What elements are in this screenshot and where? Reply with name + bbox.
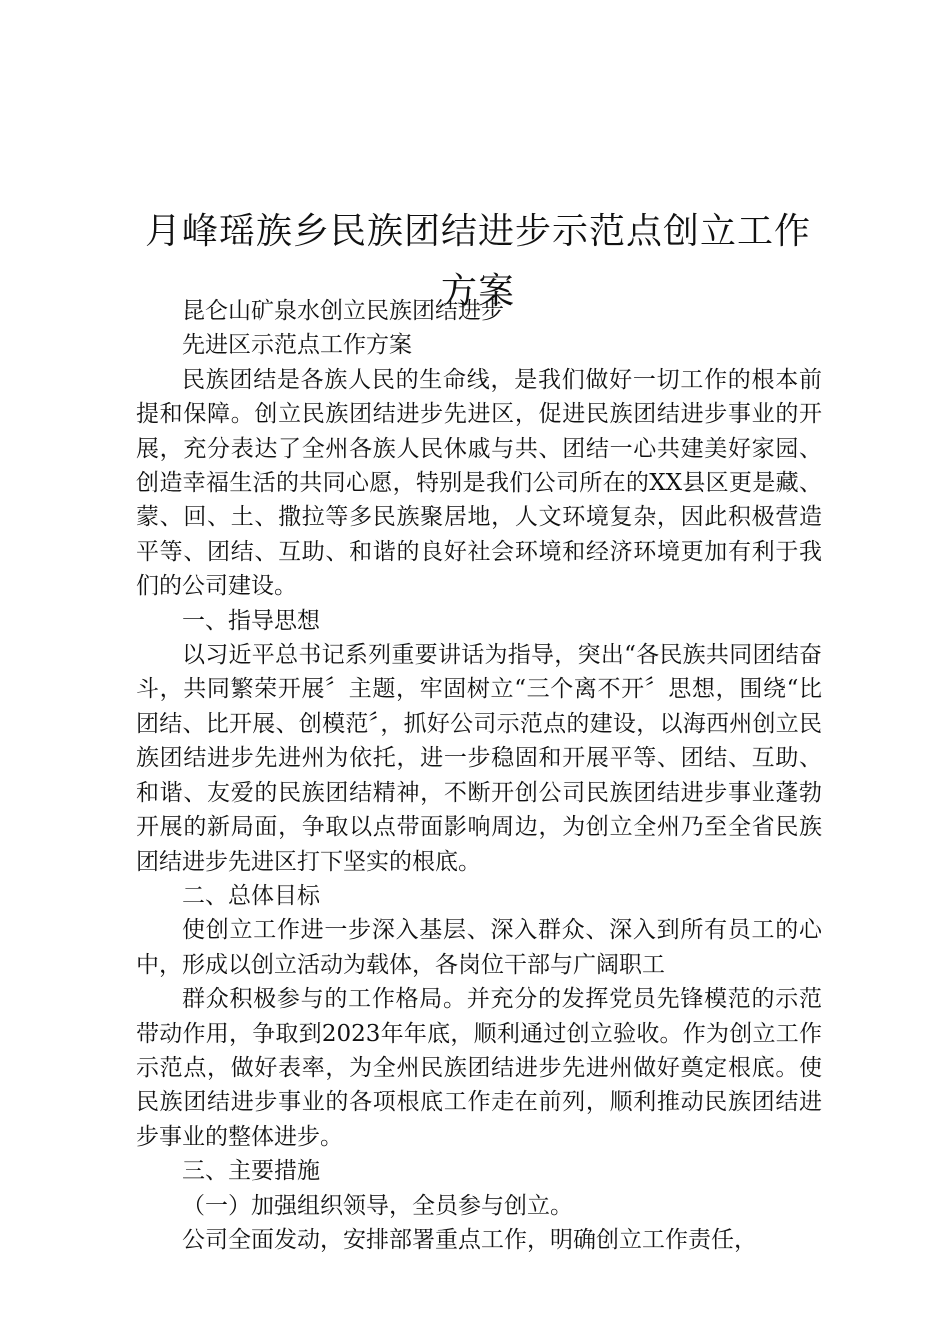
document-title: 月峰瑶族乡民族团结进步示范点创立工作方案 (144, 211, 811, 313)
section-heading: 二、总体目标 (182, 882, 320, 909)
paragraph: 群众积极参与的工作格局。并充分的发挥党员先锋模范的示范带动作用，争取到2023年年底，顺利通过创立验收。作为创立工作示范点，做好表率，为全州民族团结进步先进州做好奠定根底。使民族团结进步事业的各项根底工作走在前列，顺利推动民族团结进步事业的整体进步。 (136, 986, 822, 1150)
paragraph: 公司全面发动，安排部署重点工作，明确创立工作责任， (182, 1226, 757, 1253)
paragraph: 使创立工作进一步深入基层、深入群众、深入到所有员工的心中，形成以创立活动为载体，各岗位干部与广阔职工 (136, 917, 822, 978)
section-heading: 一、指导思想 (182, 607, 320, 634)
paragraph: 以习近平总书记系列重要讲话为指导，突出“各民族共同团结奋斗，共同繁荣开展〞主题，牢固树立“三个离不开〞思想，围绕“比团结、比开展、创模范〞，抓好公司示范点的建设，以海西州创立民族团结进步先进州为依托，进一步稳固和开展平等、团结、互助、和谐、友爱的民族团结精神，不断开创公司民族团结进步事业蓬勃开展的新局面，争取以点带面影响周边，为创立全州乃至全省民族团结进步先进区打下坚实的根底。 (136, 642, 822, 875)
subsection-heading: （一）加强组织领导，全员参与创立。 (182, 1192, 573, 1219)
paragraph: 昆仑山矿泉水创立民族团结进步 (182, 298, 504, 324)
section-heading: 三、主要措施 (182, 1158, 320, 1185)
paragraph: 先进区示范点工作方案 (182, 332, 412, 359)
document-body (136, 294, 822, 1257)
paragraph: 民族团结是各族人民的生命线，是我们做好一切工作的根本前提和保障。创立民族团结进步先进区，促进民族团结进步事业的开展，充分表达了全州各族人民休戚与共、团结一心共建美好家园、创造幸福生活的共同心愿，特别是我们公司所在的XX县区更是藏、蒙、回、土、撒拉等多民族聚居地，人文环境复杂，因此积极营造平等、团结、互助、和谐的良好社会环境和经济环境更加有利于我们的公司建设。 (136, 366, 822, 600)
